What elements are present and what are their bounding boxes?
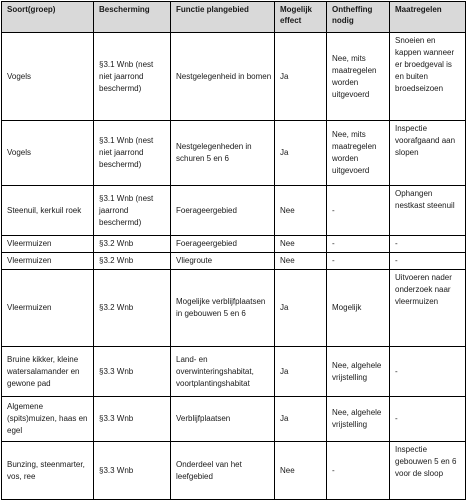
header-cell-functie: Functie plangebied: [171, 2, 275, 33]
table-row: [2, 121, 466, 186]
cell-soortgroep: Vleermuizen: [2, 253, 94, 270]
header-cell-maatregelen: Maatregelen: [390, 2, 466, 33]
cell-ontheffing: Nee, mits maatregelen worden uitgevoerd: [327, 121, 390, 186]
table-row: [2, 442, 466, 500]
cell-functie: Foerageergebied: [171, 186, 275, 236]
cell-maatregelen: -: [390, 253, 466, 270]
cell-soortgroep: Vogels: [2, 121, 94, 186]
table-row: [2, 253, 466, 270]
cell-maatregelen: Inspectie gebouwen 5 en 6 voor de sloop: [390, 442, 466, 500]
cell-maatregelen: Ophangen nestkast steenuil: [390, 186, 466, 236]
cell-functie: Verblijfplaatsen: [171, 397, 275, 442]
cell-effect: Nee: [275, 253, 327, 270]
cell-effect: Ja: [275, 121, 327, 186]
header-cell-effect: Mogelijk effect: [275, 2, 327, 33]
cell-functie: Nestgelegenheden in schuren 5 en 6: [171, 121, 275, 186]
cell-functie: Onderdeel van het leefgebied: [171, 442, 275, 500]
cell-ontheffing: Mogelijk: [327, 270, 390, 347]
cell-ontheffing: -: [327, 186, 390, 236]
cell-functie: Foerageergebied: [171, 236, 275, 253]
header-row: [2, 2, 466, 33]
cell-effect: Ja: [275, 347, 327, 397]
table-row: [2, 347, 466, 397]
header-cell-bescherming: Bescherming: [94, 2, 171, 33]
cell-ontheffing: Nee, algehele vrijstelling: [327, 347, 390, 397]
header-cell-ontheffing: Ontheffing nodig: [327, 2, 390, 33]
cell-bescherming: §3.2 Wnb: [94, 270, 171, 347]
cell-ontheffing: Nee, mits maatregelen worden uitgevoerd: [327, 33, 390, 121]
cell-maatregelen: -: [390, 236, 466, 253]
header-cell-soortgroep: Soort(groep): [2, 2, 94, 33]
cell-bescherming: §3.2 Wnb: [94, 236, 171, 253]
cell-effect: Ja: [275, 397, 327, 442]
cell-effect: Ja: [275, 33, 327, 121]
cell-soortgroep: Vleermuizen: [2, 270, 94, 347]
cell-bescherming: §3.3 Wnb: [94, 397, 171, 442]
cell-soortgroep: Algemene (spits)muizen, haas en egel: [2, 397, 94, 442]
cell-bescherming: §3.1 Wnb (nest niet jaarrond beschermd): [94, 33, 171, 121]
cell-bescherming: §3.1 Wnb (nest niet jaarrond beschermd): [94, 121, 171, 186]
cell-ontheffing: -: [327, 236, 390, 253]
table-row: [2, 186, 466, 236]
cell-ontheffing: Nee, algehele vrijstelling: [327, 397, 390, 442]
cell-maatregelen: -: [390, 347, 466, 397]
cell-bescherming: §3.2 Wnb: [94, 253, 171, 270]
cell-soortgroep: Bunzing, steenmarter, vos, ree: [2, 442, 94, 500]
table-row: [2, 270, 466, 347]
cell-effect: Nee: [275, 186, 327, 236]
table-row: [2, 397, 466, 442]
cell-soortgroep: Vogels: [2, 33, 94, 121]
cell-maatregelen: Snoeien en kappen wanneer er broedgeval is en buiten broedseizoen: [390, 33, 466, 121]
cell-bescherming: §3.3 Wnb: [94, 442, 171, 500]
cell-functie: Vliegroute: [171, 253, 275, 270]
cell-functie: Land- en overwinteringshabitat, voortplantingshabitat: [171, 347, 275, 397]
cell-maatregelen: Inspectie voorafgaand aan slopen: [390, 121, 466, 186]
cell-soortgroep: Bruine kikker, kleine watersalamander en gewone pad: [2, 347, 94, 397]
cell-effect: Nee: [275, 236, 327, 253]
species-table: [1, 1, 466, 500]
cell-effect: Ja: [275, 270, 327, 347]
cell-soortgroep: Steenuil, kerkuil roek: [2, 186, 94, 236]
cell-ontheffing: -: [327, 442, 390, 500]
cell-bescherming: §3.1 Wnb (nest jaarrond beschermd): [94, 186, 171, 236]
cell-ontheffing: -: [327, 253, 390, 270]
cell-soortgroep: Vleermuizen: [2, 236, 94, 253]
cell-bescherming: §3.3 Wnb: [94, 347, 171, 397]
table-row: [2, 33, 466, 121]
cell-maatregelen: Uitvoeren nader onderzoek naar vleermuizen: [390, 270, 466, 347]
cell-effect: Nee: [275, 442, 327, 500]
cell-functie: Mogelijke verblijfplaatsen in gebouwen 5 en 6: [171, 270, 275, 347]
table-row: [2, 236, 466, 253]
cell-functie: Nestgelegenheid in bomen: [171, 33, 275, 121]
cell-maatregelen: -: [390, 397, 466, 442]
